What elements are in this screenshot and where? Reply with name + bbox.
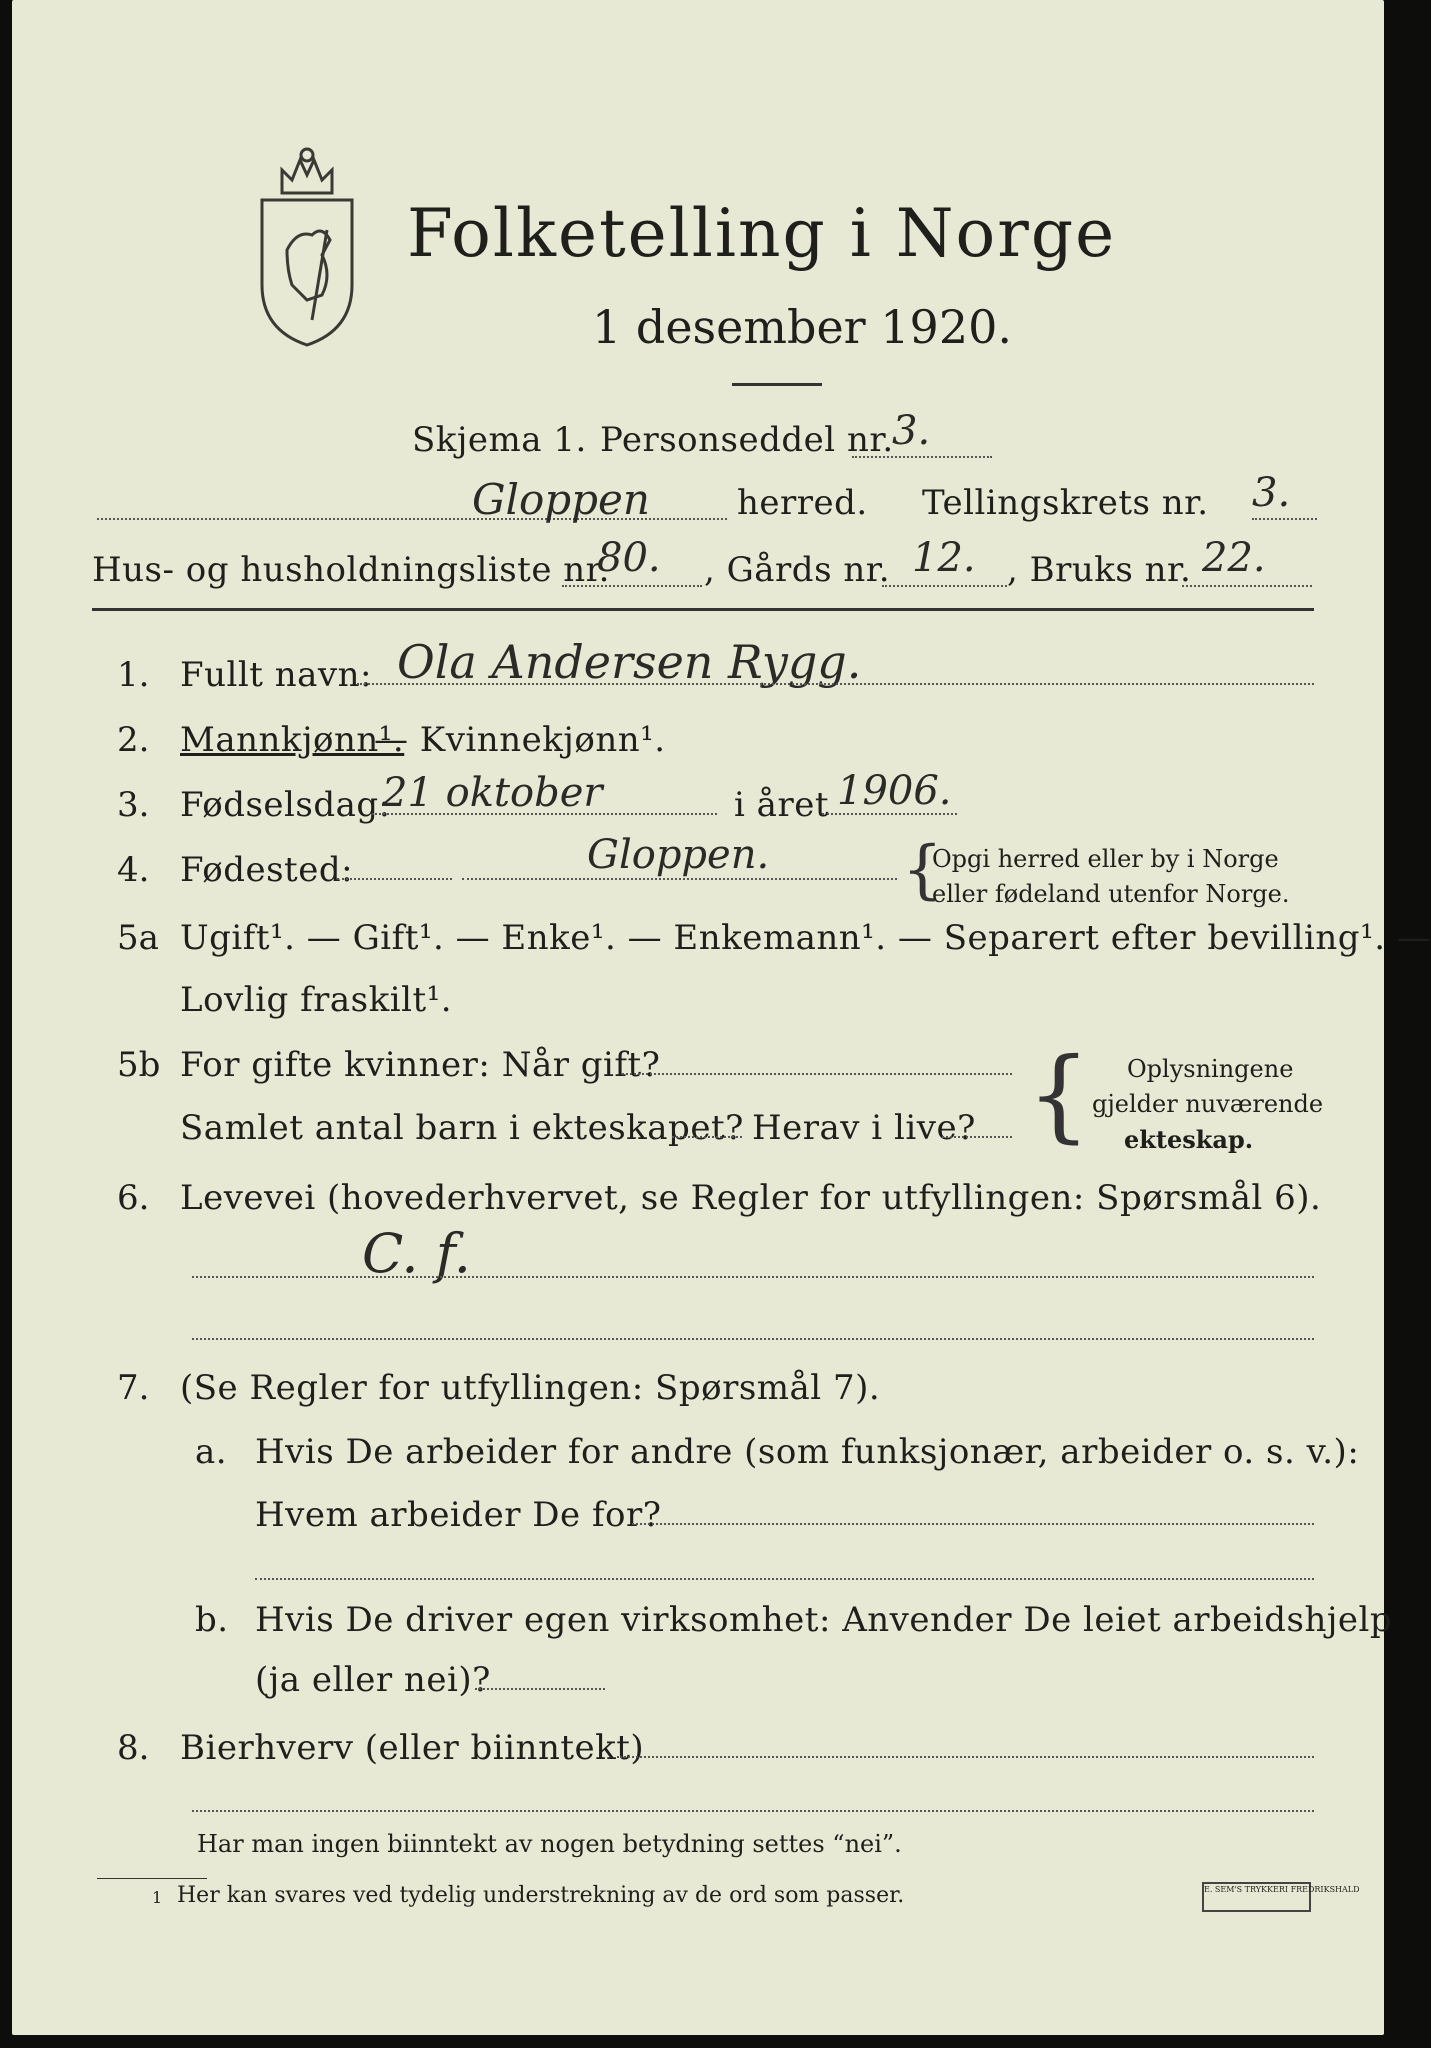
title-divider (732, 383, 822, 386)
q5b-line-2b: Herav i live? (752, 1108, 976, 1148)
q3-year-line (822, 813, 957, 815)
tellingskrets-value[interactable]: 3. (1252, 470, 1291, 516)
census-date: 1 desember 1920. (592, 300, 1012, 354)
q3-label: Fødselsdag: (180, 785, 391, 825)
q8-line-2 (192, 1810, 1314, 1812)
bruks-label: , Bruks nr. (1007, 550, 1192, 590)
footnote-mark: 1 (152, 1888, 163, 1907)
q8-label: Bierhverv (eller biinntekt) (180, 1728, 645, 1768)
q5b-line-2a: Samlet antal barn i ekteskapet? (180, 1108, 744, 1148)
q4-note-1: Opgi herred eller by i Norge (932, 845, 1279, 873)
q4-brace: { (902, 833, 943, 907)
printer-mark (1202, 1882, 1360, 1912)
q2-options: — Kvinnekjønn¹. (374, 720, 666, 760)
q2-number: 2. (117, 720, 150, 760)
gards-value[interactable]: 12. (912, 535, 976, 581)
bruks-line (1182, 585, 1312, 587)
q7a-line-2: Hvem arbeider De for? (255, 1495, 662, 1535)
norway-coat-of-arms-icon (252, 135, 362, 350)
footer-divider (97, 1878, 207, 1879)
q4-note-2: eller fødeland utenfor Norge. (932, 880, 1290, 908)
q8-number: 8. (117, 1728, 150, 1768)
q2-male[interactable]: Mannkjønn¹. (180, 720, 405, 760)
schema-label: Skjema 1. (412, 420, 587, 460)
herred-value[interactable]: Gloppen (472, 475, 650, 524)
q5b-brace: { (1027, 1036, 1091, 1153)
q5a-line-2: Lovlig fraskilt¹. (180, 980, 453, 1020)
q7-label: (Se Regler for utfyllingen: Spørsmål 7). (180, 1368, 881, 1408)
q1-number: 1. (117, 655, 150, 695)
q1-value[interactable]: Ola Andersen Rygg. (397, 635, 862, 689)
hus-label: Hus- og husholdningsliste nr. (92, 550, 610, 590)
q6-line-2 (192, 1338, 1314, 1340)
personseddel-value[interactable]: 3. (892, 408, 931, 454)
q7a-answer-line-2 (255, 1578, 1314, 1580)
personseddel-label: Personseddel nr. (600, 420, 894, 460)
tellingskrets-line (1252, 518, 1317, 520)
personseddel-line (852, 456, 992, 458)
q5a-line-1: Ugift¹. — Gift¹. — Enke¹. — Enkemann¹. — Separert efter bevilling¹. — (180, 918, 1431, 958)
q4-line-left (337, 878, 452, 880)
q5b-note-2: gjelder nuværende (1092, 1090, 1324, 1118)
q7a-answer-line (632, 1523, 1314, 1525)
form-title: Folketelling i Norge (407, 195, 1117, 272)
q8-line-1 (617, 1756, 1314, 1758)
census-form (12, 0, 1431, 2035)
q4-number: 4. (117, 850, 150, 890)
q7a-letter: a. (195, 1432, 228, 1472)
q6-number: 6. (117, 1178, 150, 1218)
q7-number: 7. (117, 1368, 150, 1408)
q7b-line-2: (ja eller nei)? (255, 1660, 491, 1700)
q8-note: Har man ingen biinntekt av nogen betydning settes “nei”. (197, 1830, 902, 1858)
q6-line-1 (192, 1276, 1314, 1278)
q7b-line-1: Hvis De driver egen virksomhet: Anvender De leiet arbeidshjelp (255, 1600, 1393, 1640)
q6-label: Levevei (hovederhvervet, se Regler for utfyllingen: Spørsmål 6). (180, 1178, 1322, 1218)
q5b-gift-line (622, 1073, 1012, 1075)
q3-value[interactable]: 21 oktober (382, 770, 603, 816)
q3-number: 3. (117, 785, 150, 825)
hus-line (562, 585, 702, 587)
tellingskrets-label: Tellingskrets nr. (922, 483, 1209, 523)
q1-label: Fullt navn: (180, 655, 372, 695)
gards-line (882, 585, 1007, 587)
bruks-value[interactable]: 22. (1202, 535, 1266, 581)
q5b-line-1: For gifte kvinner: Når gift? (180, 1045, 661, 1085)
hus-value[interactable]: 80. (597, 535, 661, 581)
q3-line (372, 813, 717, 815)
herred-label: herred. (737, 483, 868, 523)
printer-text: E. SEM'S TRYKKERI FREDRIKSHALD (1204, 1885, 1360, 1894)
q4-value[interactable]: Gloppen. (587, 832, 770, 878)
q3-year-label: i året (734, 785, 829, 825)
q4-label: Fødested: (180, 850, 354, 890)
q7a-line-1: Hvis De arbeider for andre (som funksjonær, arbeider o. s. v.): (255, 1432, 1360, 1472)
q1-line (357, 683, 1314, 685)
q5b-live-line (942, 1136, 1012, 1138)
q5b-barn-line (672, 1136, 742, 1138)
header-divider (92, 608, 1314, 611)
q5b-note-3: ekteskap. (1124, 1125, 1254, 1154)
q5b-number: 5b (117, 1045, 161, 1085)
q3-year-value[interactable]: 1906. (837, 768, 952, 814)
footnote-text: Her kan svares ved tydelig understrekning av de ord som passer. (177, 1883, 905, 1908)
q6-value[interactable]: C. f. (362, 1222, 471, 1285)
q5b-note-1: Oplysningene (1127, 1055, 1294, 1083)
q7b-letter: b. (195, 1600, 229, 1640)
gards-label: , Gårds nr. (704, 550, 891, 590)
q7b-answer-line (475, 1688, 605, 1690)
q5a-number: 5a (117, 918, 159, 958)
q4-line-right (462, 878, 897, 880)
